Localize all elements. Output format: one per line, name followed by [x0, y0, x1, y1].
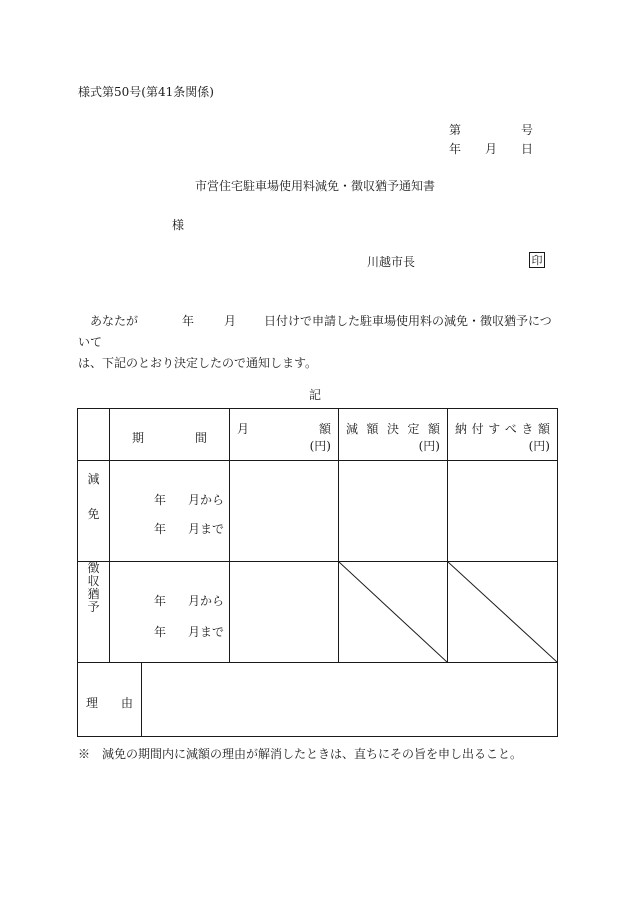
payable-amount-cell-deferral-struck [448, 562, 558, 663]
diagonal-strike [448, 562, 557, 662]
reduced-amount-cell-deferral-struck [339, 562, 448, 663]
header-payable-char6: 額 [537, 422, 550, 436]
header-payable-char2: 付 [471, 422, 484, 436]
header-reduced-char3: 決 [386, 422, 399, 436]
header-payable-char4: べ [504, 422, 517, 436]
seal-mark: 印 [529, 252, 545, 268]
body-part1: あなたが [78, 314, 139, 328]
payable-amount-cell-exemption [448, 461, 558, 562]
header-payable-unit: (円) [528, 439, 550, 453]
header-payable-amount [448, 409, 558, 461]
header-period-char1: 期 [132, 431, 145, 445]
reduced-amount-cell-exemption [339, 461, 448, 562]
header-blank-cell [78, 409, 110, 461]
document-title: 市営住宅駐車場使用料減免・徴収猶予通知書 [194, 179, 435, 193]
form-id: 様式第50号(第41条関係) [78, 85, 214, 99]
header-period-char2: 間 [194, 431, 207, 445]
reason-label-char1: 理 [86, 696, 99, 710]
date-month: 月 [485, 142, 498, 156]
label-char: 免 [87, 507, 100, 521]
period-to: 年 月まで [154, 625, 225, 639]
monthly-amount-cell-exemption [230, 461, 339, 562]
number-suffix: 号 [521, 123, 534, 137]
label-char: 猶 [87, 587, 100, 601]
period-cell-exemption [110, 461, 230, 562]
period-from: 年 月から [154, 594, 225, 608]
label-char: 減 [87, 472, 100, 486]
header-payable-char1: 納 [455, 422, 468, 436]
header-monthly-amount [230, 409, 339, 461]
period-from: 年 月から [154, 493, 225, 507]
header-reduced-amount [339, 409, 448, 461]
header-reduced-char2: 額 [366, 422, 379, 436]
label-char: 予 [87, 600, 100, 614]
document-number-line [449, 124, 533, 136]
issuer-name: 川越市長 [367, 255, 416, 269]
header-period [110, 409, 230, 461]
date-year: 年 [449, 142, 462, 156]
body-part2: 日付けで申請した駐車場使用料の減免・徴収猶予について [78, 314, 552, 349]
header-reduced-char5: 額 [427, 422, 440, 436]
row-label-deferral [78, 562, 110, 663]
header-reduced-char1: 減 [346, 422, 359, 436]
reason-label-cell [78, 663, 142, 736]
header-payable-char5: き [521, 422, 534, 436]
addressee-suffix: 様 [172, 218, 185, 232]
header-payable-char3: す [488, 422, 501, 436]
body-month: 月 [224, 314, 237, 328]
document-date-line [449, 143, 533, 155]
date-day: 日 [521, 142, 534, 156]
monthly-amount-cell-deferral [230, 562, 339, 663]
reason-label-char2: 由 [120, 696, 133, 710]
number-prefix: 第 [449, 123, 462, 137]
header-reduced-char4: 定 [407, 422, 420, 436]
ki-heading: 記 [308, 388, 321, 402]
body-line2: は、下記のとおり決定したので通知します。 [78, 356, 318, 370]
label-char: 収 [87, 574, 100, 588]
header-monthly-unit: (円) [309, 439, 331, 453]
row-label-exemption [78, 461, 110, 562]
body-year: 年 [182, 314, 195, 328]
header-monthly-char2: 額 [318, 422, 331, 436]
reason-value-cell [142, 663, 557, 736]
header-reduced-unit: (円) [418, 439, 440, 453]
decision-table [77, 408, 558, 737]
period-to: 年 月まで [154, 522, 225, 536]
diagonal-strike [339, 562, 447, 662]
header-monthly-char1: 月 [237, 422, 250, 436]
footnote: ※ 減免の期間内に減額の理由が解消したときは、直ちにその旨を申し出ること。 [78, 747, 523, 761]
reason-row [78, 663, 558, 737]
body-text [78, 311, 558, 374]
period-cell-deferral [110, 562, 230, 663]
label-char: 徴 [87, 561, 100, 575]
